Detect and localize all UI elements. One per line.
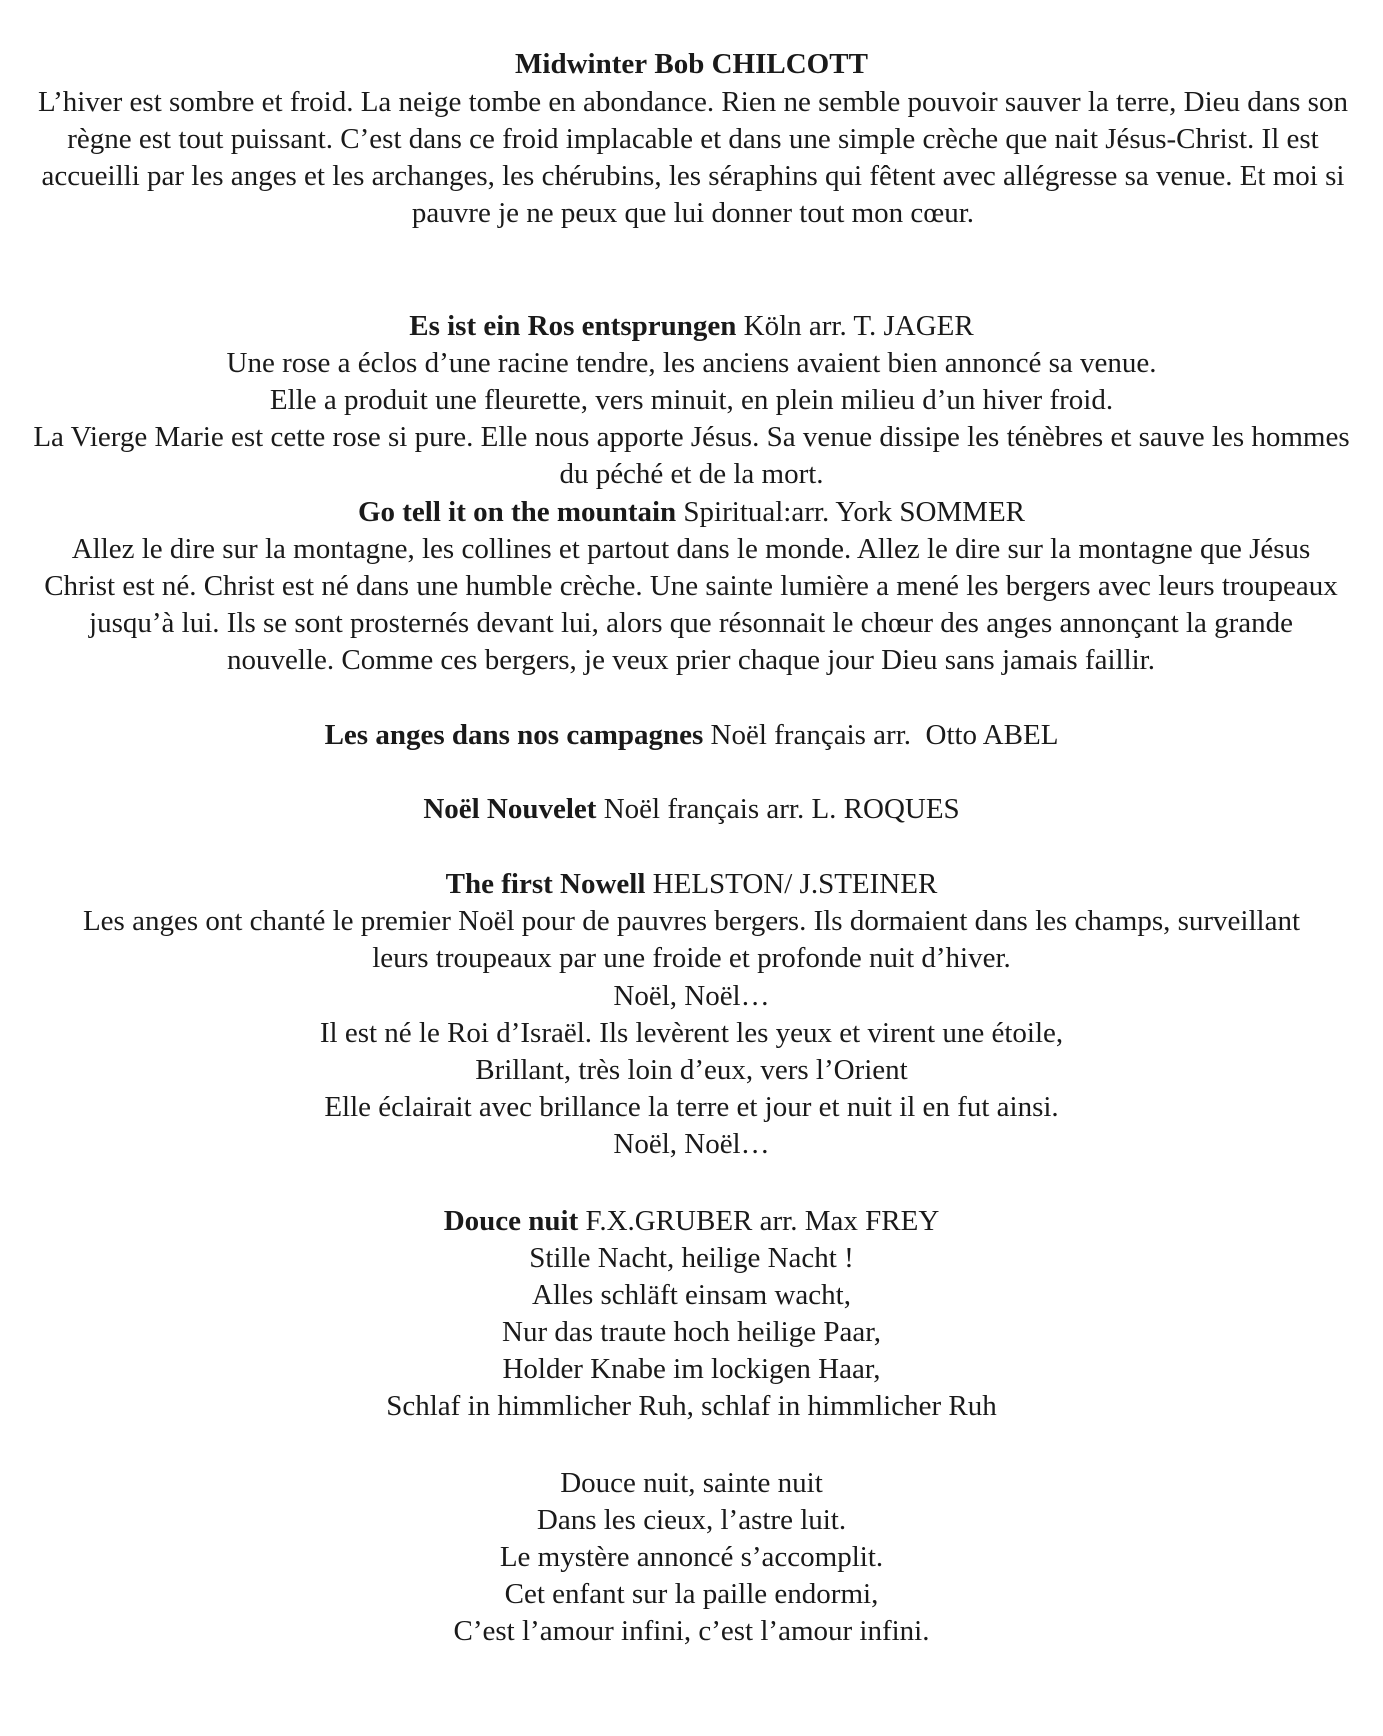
es-ist-title: Es ist ein Ros entsprungen [409, 310, 737, 342]
first-nowell-heading [20, 866, 1363, 903]
es-ist-line-1: Une rose a éclos d’une racine tendre, les anciens avaient bien annoncé sa venue. [226, 347, 1157, 379]
douce-nuit-heading [20, 1203, 1363, 1240]
midwinter-title: Midwinter [515, 48, 648, 80]
douce-nuit-french-line-5: C’est l’amour infini, c’est l’amour infini. [453, 1615, 930, 1647]
anges-title: Les anges dans nos campagnes [324, 719, 704, 751]
go-tell-heading [20, 494, 1363, 531]
first-nowell-line-5: Noël, Noël… [613, 1128, 770, 1160]
douce-nuit-german-line-2: Alles schläft einsam wacht, [532, 1279, 851, 1311]
douce-nuit-german-line-4: Holder Knabe im lockigen Haar, [502, 1353, 881, 1385]
first-nowell-credit: HELSTON/ J.STEINER [652, 868, 938, 900]
anges-heading [20, 717, 1363, 754]
nouvelet-title: Noël Nouvelet [423, 793, 597, 825]
midwinter-heading [20, 46, 1363, 83]
douce-nuit-german-line-1: Stille Nacht, heilige Nacht ! [529, 1242, 854, 1274]
douce-nuit-german-line-5: Schlaf in himmlicher Ruh, schlaf in himmlicher Ruh [386, 1390, 997, 1422]
go-tell-credit: Spiritual:arr. York SOMMER [683, 496, 1026, 528]
nouvelet-heading [20, 791, 1363, 828]
first-nowell-line-2: Il est né le Roi d’Israël. Ils levèrent les yeux et virent une étoile, [319, 1017, 1064, 1049]
es-ist-line-2: Elle a produit une fleurette, vers minuit, en plein milieu d’un hiver froid. [269, 384, 1114, 416]
midwinter-text: L’hiver est sombre et froid. La neige tombe en abondance. Rien ne semble pouvoir sauver la terre, Dieu dans son règne est tout puissant. C’est dans ce froid implacable et dans une simple crèche que nait Jésus-Christ. Il est accueilli par les anges et les archanges, les chérubins, les séraphins qui fêtent avec allégresse sa venue. Et moi si pauvre je ne peux que lui donner tout mon cœur. [38, 86, 1348, 229]
nouvelet-credit: Noël français arr. L. ROQUES [603, 793, 960, 825]
midwinter-credit: Bob CHILCOTT [654, 48, 868, 80]
douce-nuit-title: Douce nuit [443, 1205, 579, 1237]
first-nowell-line-1: Noël, Noël… [613, 980, 770, 1012]
douce-nuit-german-line-3: Nur das traute hoch heilige Paar, [502, 1316, 881, 1348]
go-tell-title: Go tell it on the mountain [357, 496, 677, 528]
first-nowell-text: Les anges ont chanté le premier Noël pour de pauvres bergers. Ils dormaient dans les champs, surveillant leurs troupeaux par une froide et profonde nuit d’hiver. [82, 905, 1301, 974]
anges-credit: Noël français arr. Otto ABEL [710, 719, 1059, 751]
douce-nuit-french-line-3: Le mystère annoncé s’accomplit. [499, 1541, 884, 1573]
first-nowell-title: The first Nowell [445, 868, 646, 900]
first-nowell-line-3: Brillant, très loin d’eux, vers l’Orient [475, 1054, 908, 1086]
es-ist-credit: Köln arr. T. JAGER [743, 310, 974, 342]
douce-nuit-french-line-4: Cet enfant sur la paille endormi, [504, 1578, 879, 1610]
es-ist-heading [20, 308, 1363, 345]
go-tell-text: Allez le dire sur la montagne, les collines et partout dans le monde. Allez le dire sur la montagne que Jésus Christ est né. Christ est né dans une humble crèche. Une sainte lumière a mené les bergers avec leurs troupeaux jusqu’à lui. Ils se sont prosternés devant lui, alors que résonnait le chœur des anges annonçant la grande nouvelle. Comme ces bergers, je veux prier chaque jour Dieu sans jamais faillir. [44, 533, 1338, 676]
es-ist-text: La Vierge Marie est cette rose si pure. Elle nous apporte Jésus. Sa venue dissipe les ténèbres et sauve les hommes du péché et de la mort. [33, 421, 1350, 490]
douce-nuit-french-line-2: Dans les cieux, l’astre luit. [536, 1504, 847, 1536]
douce-nuit-credit: F.X.GRUBER arr. Max FREY [585, 1205, 940, 1237]
douce-nuit-french-line-1: Douce nuit, sainte nuit [560, 1467, 823, 1499]
first-nowell-line-4: Elle éclairait avec brillance la terre et jour et nuit il en fut ainsi. [324, 1091, 1059, 1123]
